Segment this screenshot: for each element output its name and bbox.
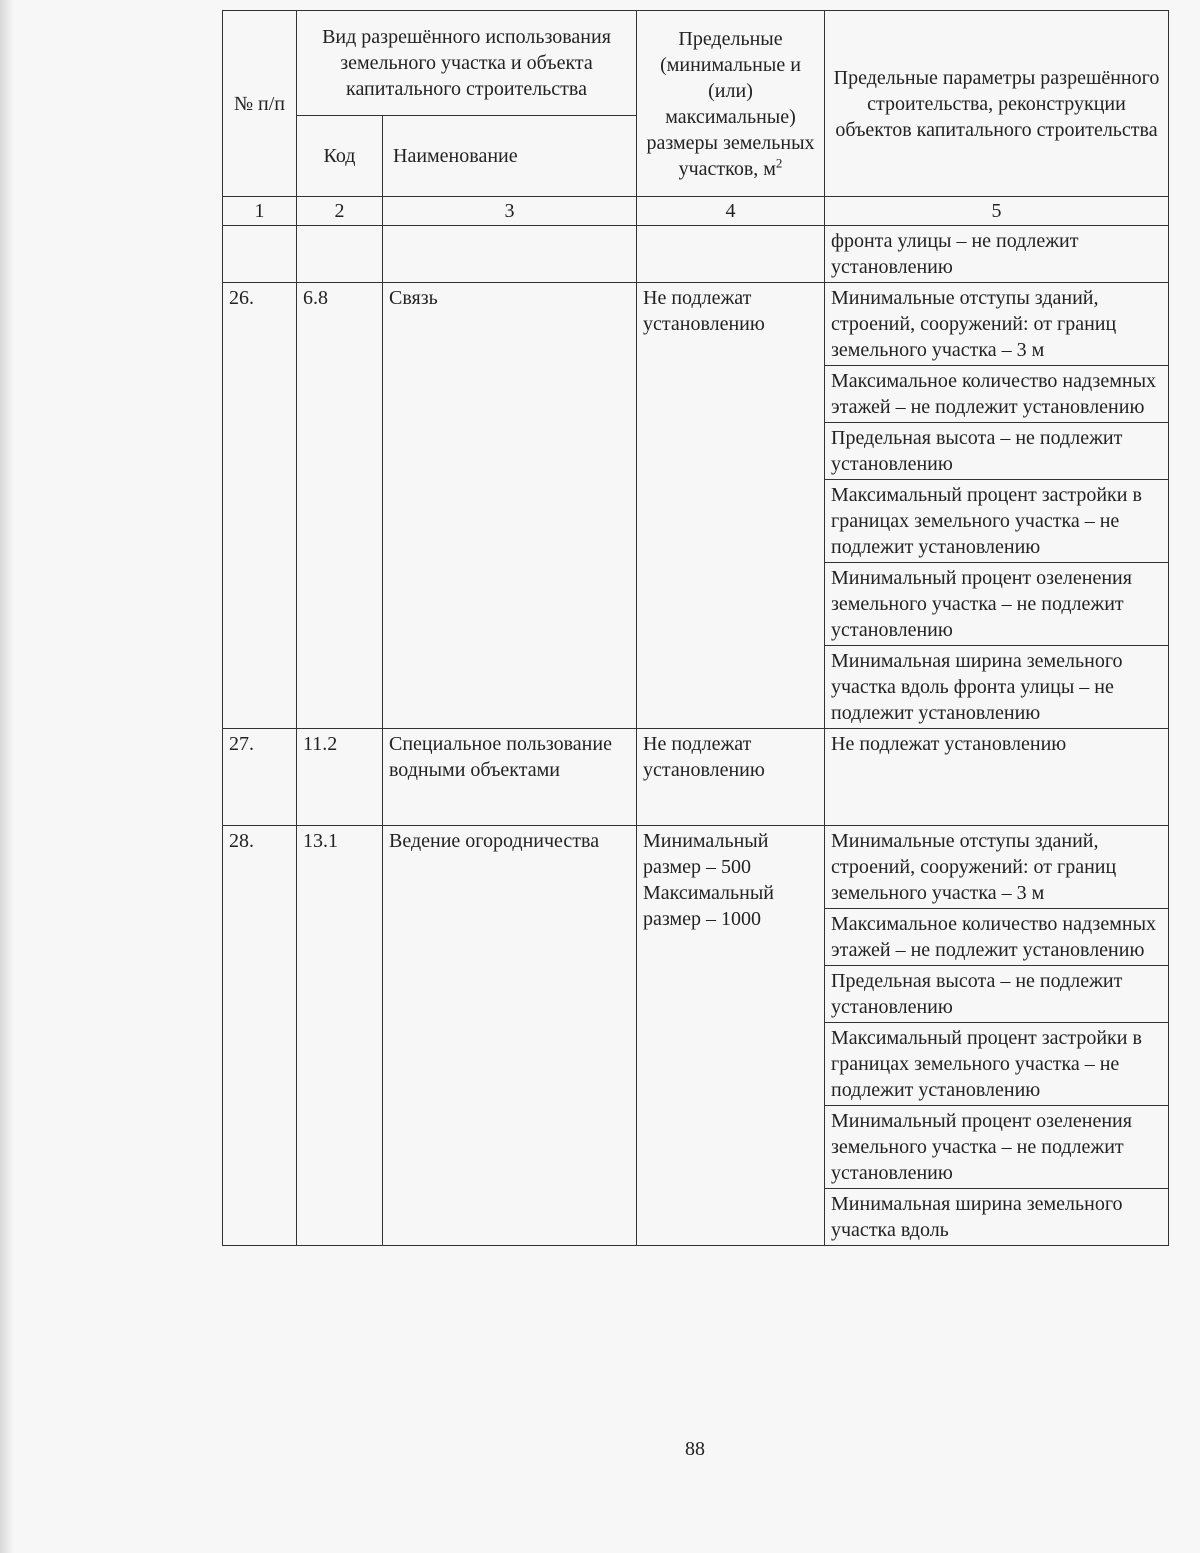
row-name: Специальное пользование водными объектами bbox=[383, 729, 637, 826]
column-number-row bbox=[223, 197, 1169, 226]
continuation-text: фронта улицы – не подлежит установлению bbox=[825, 226, 1169, 283]
row-number: 26. bbox=[223, 283, 297, 729]
param-cell: Минимальная ширина земельного участка вдоль фронта улицы – не подлежит установлению bbox=[825, 646, 1169, 729]
document-page bbox=[222, 10, 1168, 1460]
row-code: 13.1 bbox=[297, 826, 383, 1246]
param-cell: Минимальный процент озеленения земельного участка – не подлежит установлению bbox=[825, 1106, 1169, 1189]
param-cell: Минимальный процент озеленения земельного участка – не подлежит установлению bbox=[825, 563, 1169, 646]
param-cell: Максимальный процент застройки в границах земельного участка – не подлежит установлению bbox=[825, 1023, 1169, 1106]
column-number: 4 bbox=[637, 197, 825, 226]
param-cell: Минимальные отступы зданий, строений, сооружений: от границ земельного участка – 3 м bbox=[825, 283, 1169, 366]
page-number: 88 bbox=[685, 1438, 705, 1460]
param-cell: Предельная высота – не подлежит установлению bbox=[825, 423, 1169, 480]
param-cell: Максимальное количество надземных этажей – не подлежит установлению bbox=[825, 366, 1169, 423]
scan-edge-shadow bbox=[0, 0, 14, 1553]
param-cell: Предельная высота – не подлежит установлению bbox=[825, 966, 1169, 1023]
header-name: Наименование bbox=[383, 116, 637, 197]
row-code: 11.2 bbox=[297, 729, 383, 826]
header-num: № п/п bbox=[223, 11, 297, 197]
continuation-row bbox=[223, 226, 1169, 283]
param-cell: Максимальное количество надземных этажей – не подлежит установлению bbox=[825, 909, 1169, 966]
header-use: Вид разрешённого использования земельного участка и объекта капитального строительства bbox=[297, 11, 637, 116]
table-row bbox=[223, 729, 1169, 826]
row-code: 6.8 bbox=[297, 283, 383, 729]
zoning-table bbox=[222, 10, 1169, 1246]
header-params: Предельные параметры разрешённого строительства, реконструкции объектов капитального строительства bbox=[825, 11, 1169, 197]
header-code: Код bbox=[297, 116, 383, 197]
param-cell: Максимальный процент застройки в границах земельного участка – не подлежит установлению bbox=[825, 480, 1169, 563]
row-number: 28. bbox=[223, 826, 297, 1246]
param-cell: Минимальные отступы зданий, строений, сооружений: от границ земельного участка – 3 м bbox=[825, 826, 1169, 909]
param-cell: Не подлежат установлению bbox=[825, 729, 1169, 826]
row-name: Ведение огородничества bbox=[383, 826, 637, 1246]
column-number: 3 bbox=[383, 197, 637, 226]
param-cell: Минимальная ширина земельного участка вдоль bbox=[825, 1189, 1169, 1246]
row-size: Не подлежат установлению bbox=[637, 729, 825, 826]
header-size: Предельные (минимальные и (или) максимальные) размеры земельных участков, $м^2$ bbox=[637, 11, 825, 197]
table-row bbox=[223, 283, 1169, 366]
column-number: 2 bbox=[297, 197, 383, 226]
row-size: Минимальный размер – 500 Максимальный размер – 1000 bbox=[637, 826, 825, 1246]
column-number: 5 bbox=[825, 197, 1169, 226]
table-row bbox=[223, 826, 1169, 909]
row-size: Не подлежат установлению bbox=[637, 283, 825, 729]
row-number: 27. bbox=[223, 729, 297, 826]
column-number: 1 bbox=[223, 197, 297, 226]
row-name: Связь bbox=[383, 283, 637, 729]
header-row-1 bbox=[223, 11, 1169, 116]
